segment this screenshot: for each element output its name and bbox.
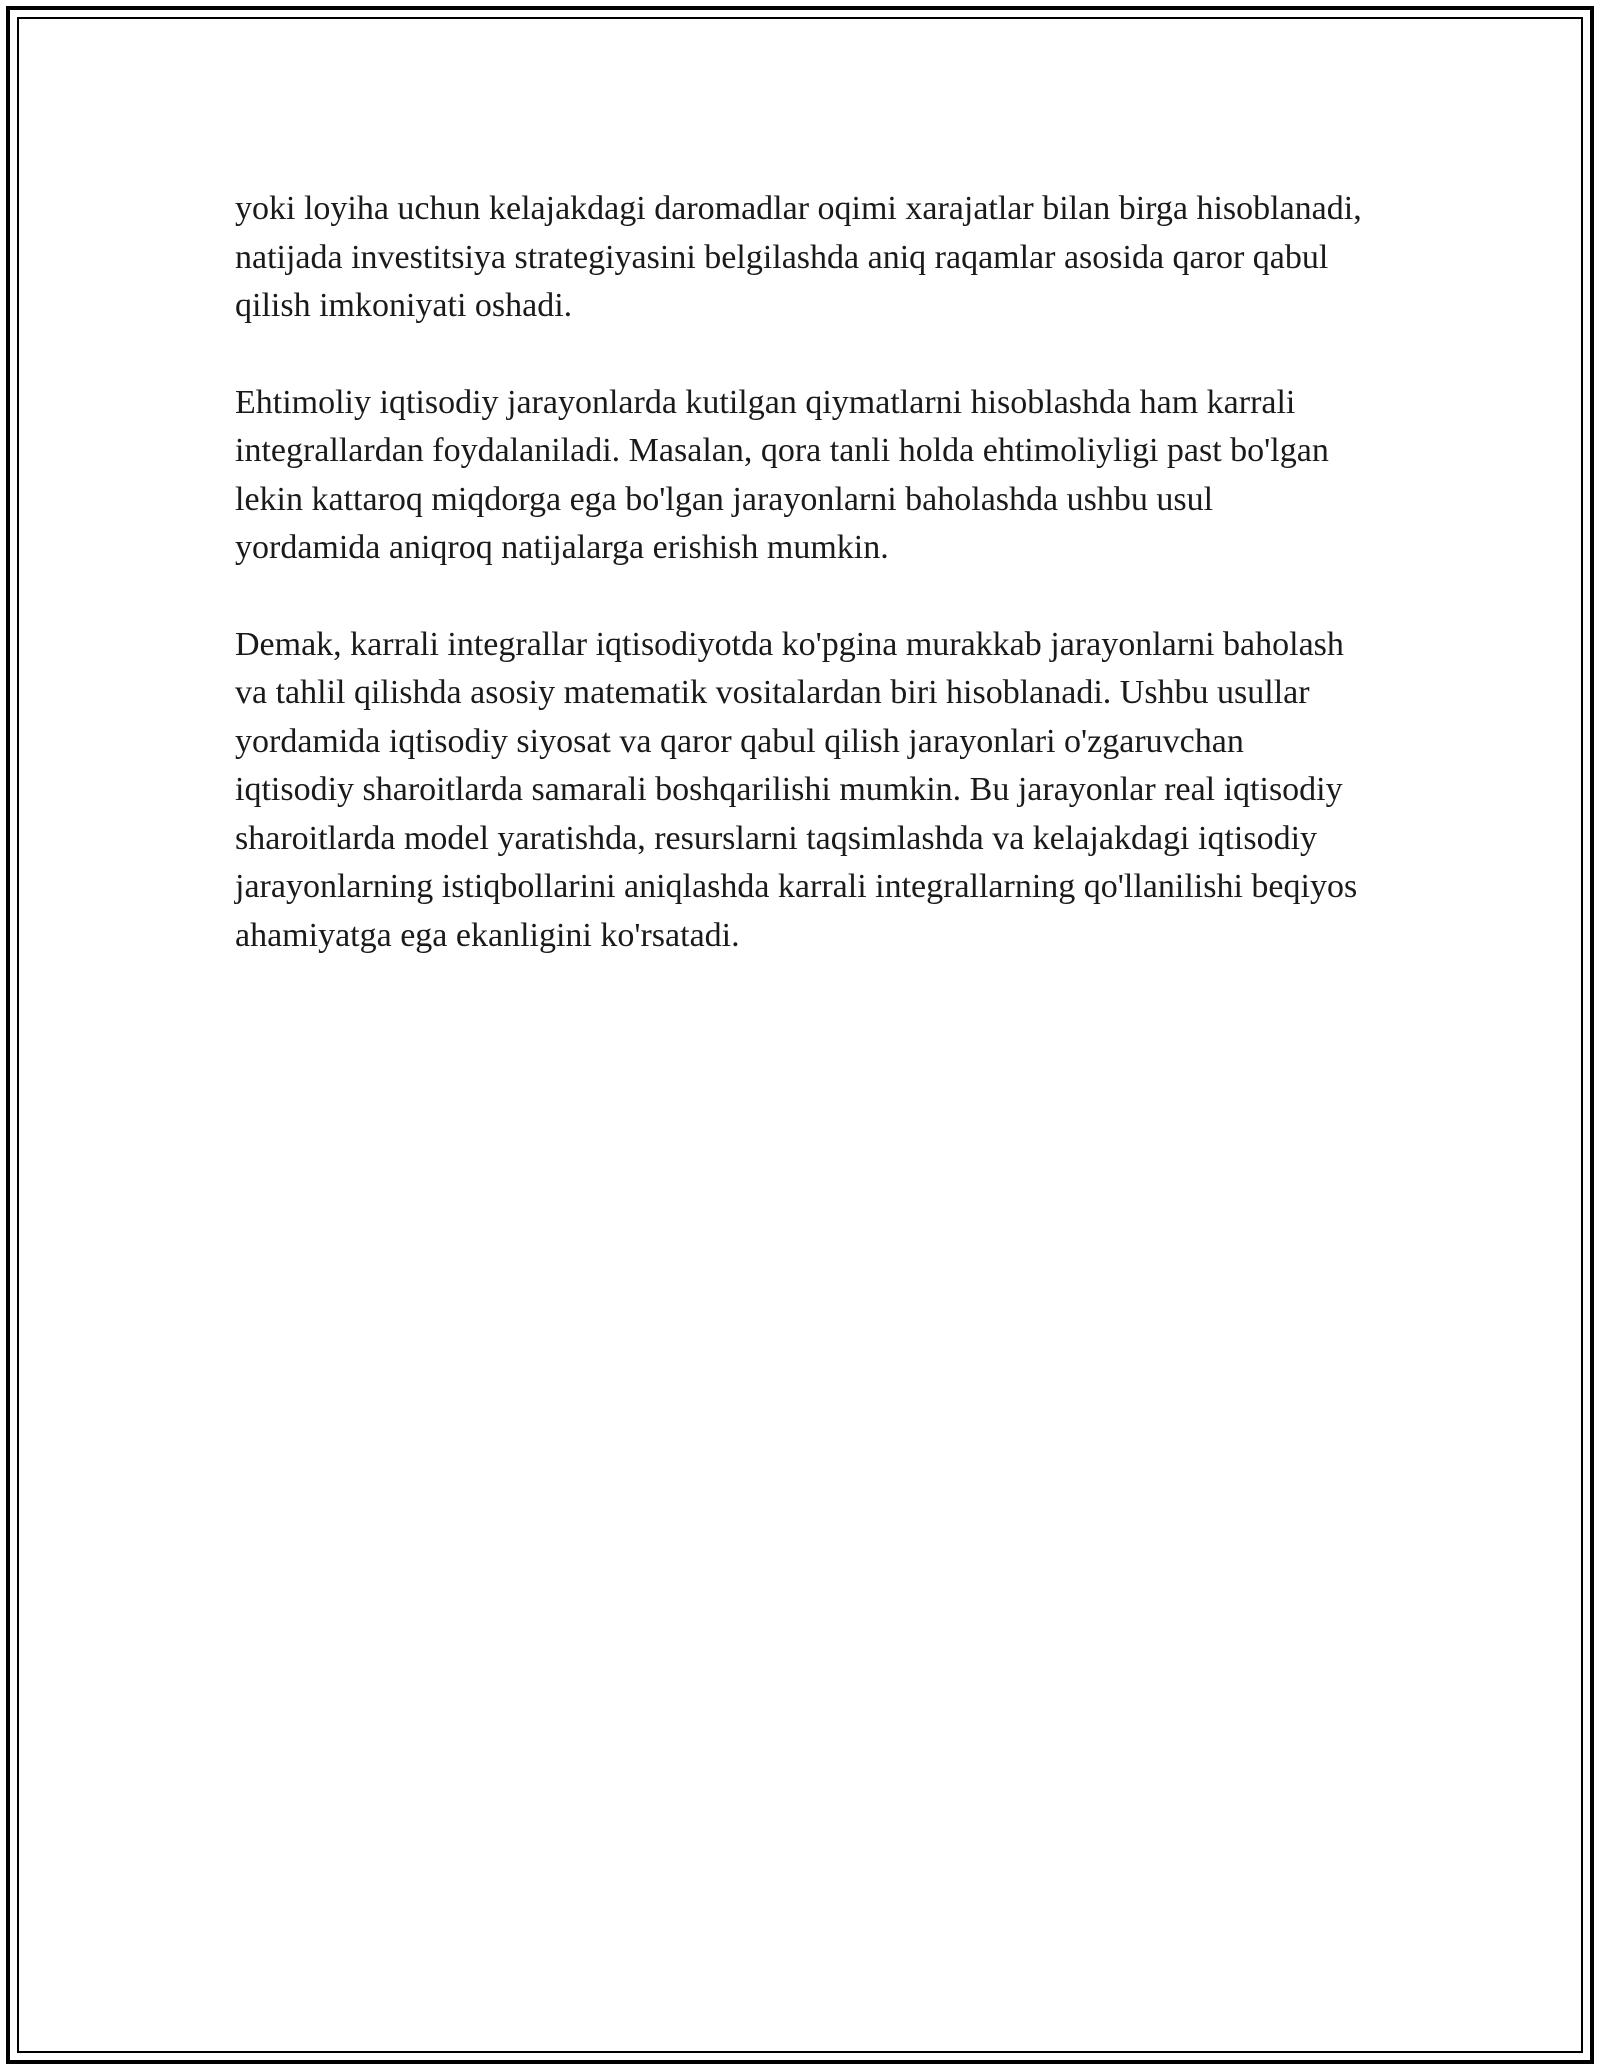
paragraph-1: yoki loyiha uchun kelajakdagi daromadlar oqimi xarajatlar bilan birga hisoblanadi, natijada investitsiya strategiyasini belgilashda aniq raqamlar asosida qaror qabul qilish imkoniyati oshadi. xyxy=(235,190,1362,324)
document-body xyxy=(235,185,1365,1008)
paragraph-2: Ehtimoliy iqtisodiy jarayonlarda kutilgan qiymatlarni hisoblashda ham karrali integrallardan foydalaniladi. Masalan, qora tanli holda ehtimoliyligi past bo'lgan lekin kattaroq miqdorga ega bo'lgan jarayonlarni baholashda ushbu usul yordamida aniqroq natijalarga erishish mumkin. xyxy=(235,383,1329,566)
paragraph-3: Demak, karrali integrallar iqtisodiyotda ko'pgina murakkab jarayonlarni baholash va tahlil qilishda asosiy matematik vositalardan biri hisoblanadi. Ushbu usullar yordamida iqtisodiy siyosat va qaror qabul qilish jarayonlari o'zgaruvchan iqtisodiy sharoitlarda samarali boshqarilishi mumkin. Bu jarayonlar real iqtisodiy sharoitlarda model yaratishda, resurslarni taqsimlashda va kelajakdagi iqtisodiy jarayonlarning istiqbollarini aniqlashda karrali integrallarning qo'llanilishi beqiyos ahamiyatga ega ekanligini ko'rsatadi. xyxy=(235,625,1358,954)
